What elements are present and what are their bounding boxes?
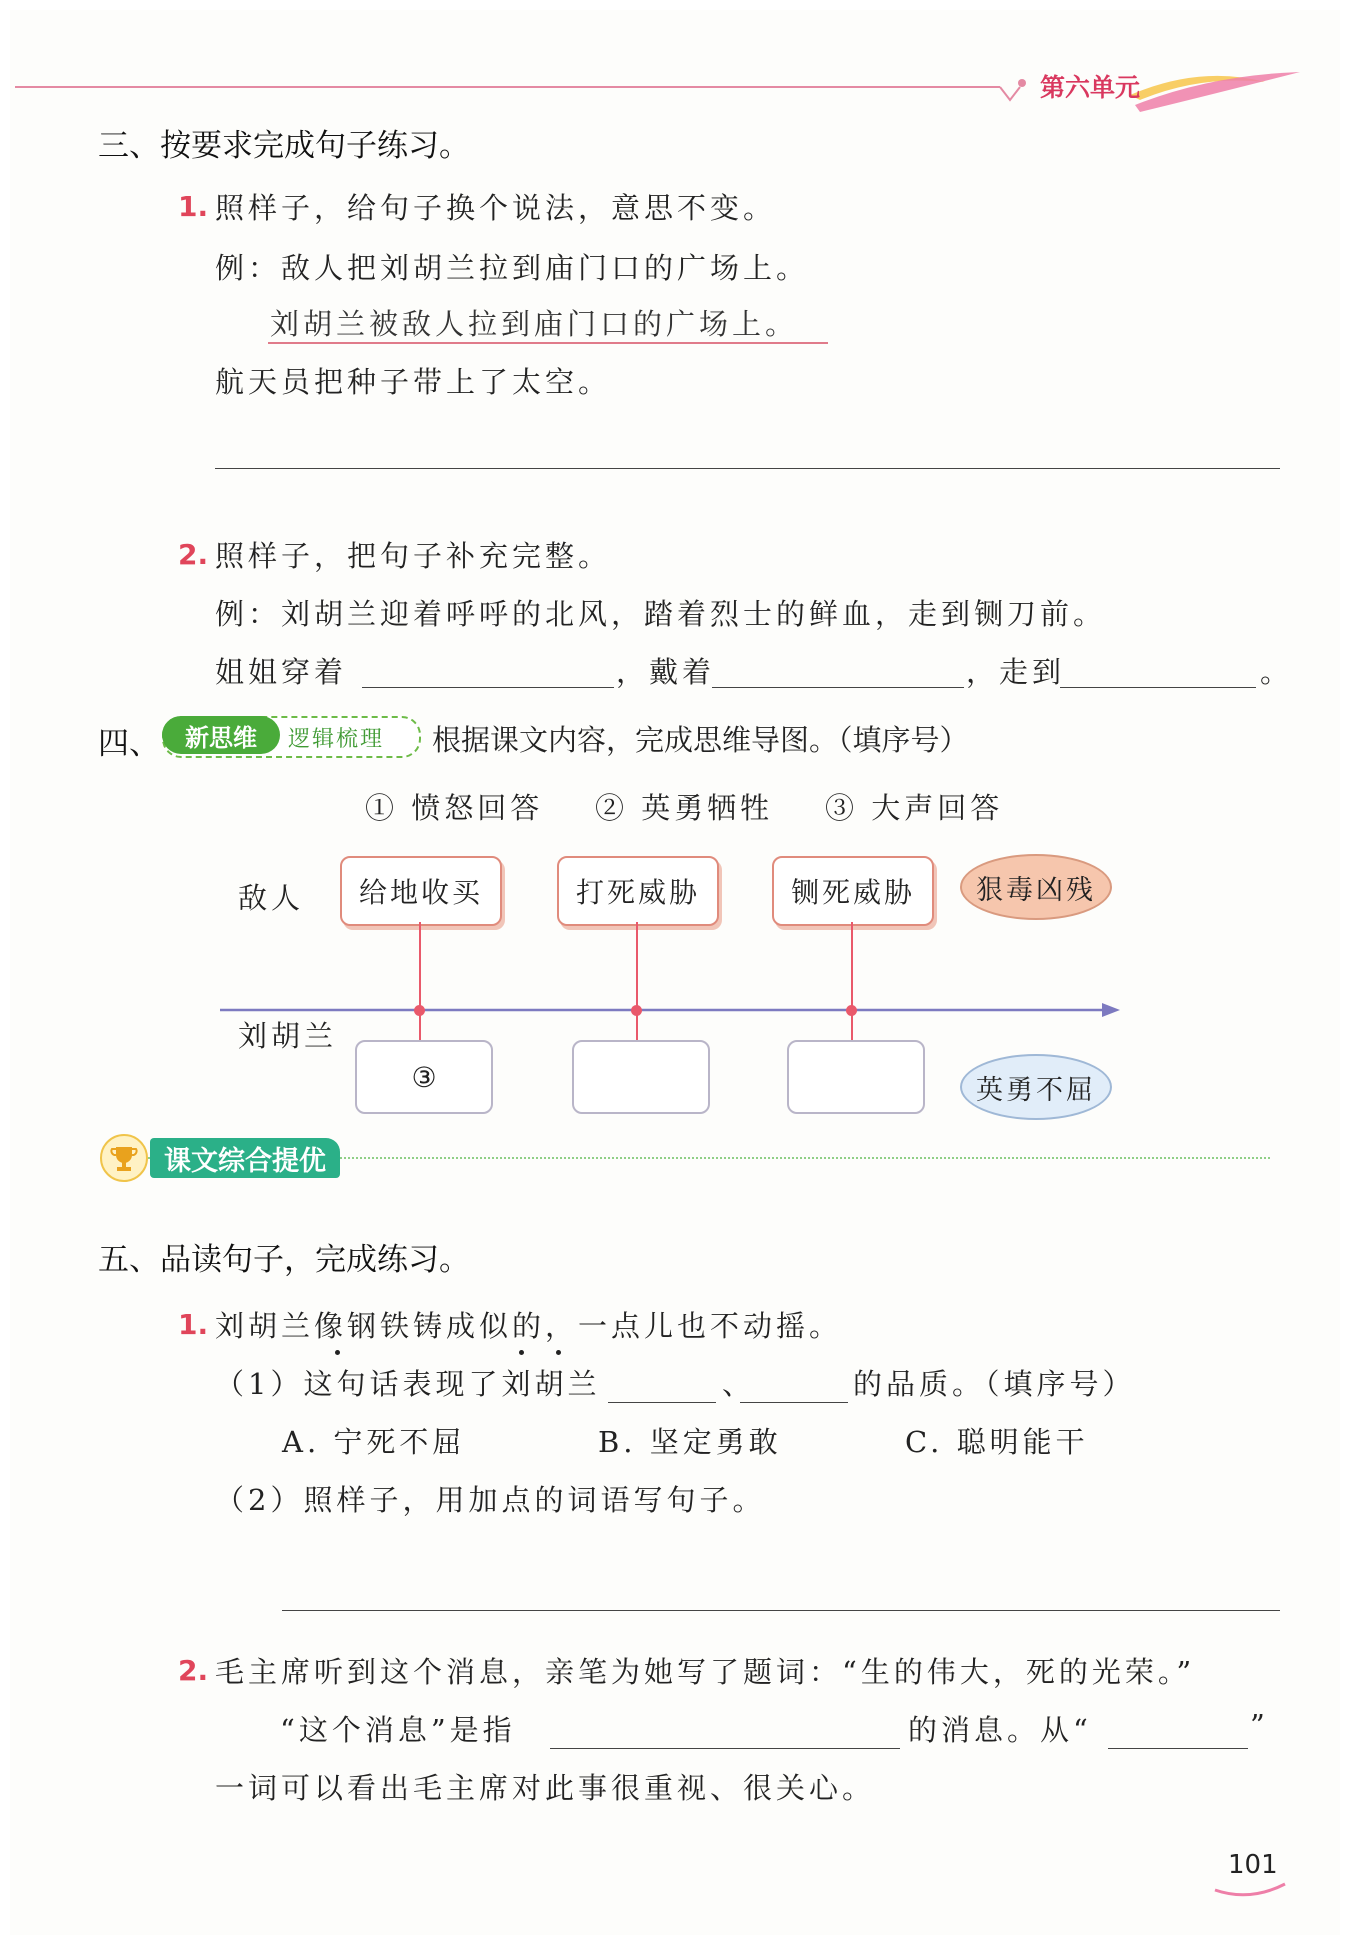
section4-title: 根据课文内容，完成思维导图。（填序号） — [432, 723, 969, 757]
s5-q2-line2-c: ” — [1250, 1708, 1269, 1742]
timeline-dot-3 — [846, 1005, 857, 1016]
q2-example: 例：刘胡兰迎着呼呼的北风，踏着烈士的鲜血，走到铡刀前。 — [215, 597, 1107, 631]
banner-label: 课文综合提优 — [150, 1138, 340, 1178]
choice-c: C. 聪明能干 — [905, 1425, 1089, 1459]
s5-q2-sentence: 毛主席听到这个消息，亲笔为她写了题词：“生的伟大，死的光荣。” — [215, 1655, 1196, 1689]
q2-blank-1[interactable] — [362, 687, 614, 688]
choice-a: A. 宁死不屈 — [282, 1425, 466, 1459]
q1-example: 例：敌人把刘胡兰拉到庙门口的广场上。 — [215, 251, 810, 285]
s5-q1-sub1-a: （1）这句话表现了刘胡兰 — [215, 1367, 601, 1401]
trophy-icon — [100, 1134, 148, 1182]
enemy-box-3: 铡死威胁 — [772, 856, 934, 926]
q2-part2: ，戴着 — [616, 655, 716, 689]
timeline-dot-1 — [414, 1005, 425, 1016]
s5-q1-sentence: 刘胡兰像钢铁铸成似的，一点儿也不动摇。 — [215, 1309, 843, 1343]
q1-prompt: 照样子，给句子换个说法，意思不变。 — [215, 191, 777, 225]
s5-q1-sub2: （2）照样子，用加点的词语写句子。 — [215, 1483, 766, 1517]
page-number-swoosh — [1210, 1880, 1290, 1900]
s5-q2-line2-a: “这个消息”是指 — [280, 1713, 516, 1747]
enemy-trait: 狠毒凶残 — [960, 854, 1112, 920]
s5-q1-sub2-answer-line[interactable] — [282, 1610, 1280, 1611]
timeline-dot-2 — [631, 1005, 642, 1016]
s5-q1-sub1-b: 的品质。（填序号） — [853, 1367, 1136, 1401]
s5-q2-blank-1[interactable] — [550, 1748, 900, 1749]
enemy-label: 敌人 — [238, 881, 305, 915]
page-number: 101 — [1228, 1850, 1278, 1880]
s5-q1-blank-2[interactable] — [740, 1402, 848, 1403]
badge-logic: 逻辑梳理 — [288, 727, 385, 752]
q1-number: 1. — [178, 190, 209, 223]
s5-q1-sep: 、 — [722, 1367, 756, 1401]
enemy-box-1: 给地收买 — [340, 856, 502, 926]
emphasis-dot — [335, 1350, 340, 1355]
option-1: ① 愤怒回答 — [365, 791, 544, 825]
hero-answer-box-2[interactable] — [572, 1040, 710, 1114]
unit-label: 第六单元 — [1040, 73, 1141, 102]
q2-part3: ，走到 — [966, 655, 1066, 689]
choice-b: B. 坚定勇敢 — [598, 1425, 782, 1459]
s5-q1-blank-1[interactable] — [608, 1402, 716, 1403]
s5-q2-blank-2[interactable] — [1108, 1748, 1248, 1749]
hero-answer-box-3[interactable] — [787, 1040, 925, 1114]
connector-3 — [851, 922, 853, 1040]
connector-1 — [419, 922, 421, 1040]
hero-trait: 英勇不屈 — [960, 1054, 1112, 1120]
s5-q2-line3: 一词可以看出毛主席对此事很重视、很关心。 — [215, 1771, 876, 1805]
q1-example-answer: 刘胡兰被敌人拉到庙门口的广场上。 — [270, 307, 799, 341]
section4-number: 四、 — [98, 726, 160, 762]
q2-part1: 姐姐穿着 — [215, 655, 348, 689]
q2-blank-3[interactable] — [1060, 687, 1256, 688]
s5-q1-number: 1. — [178, 1308, 209, 1341]
connector-2 — [636, 922, 638, 1040]
badge-new-thinking: 新思维 — [162, 716, 280, 754]
q1-sentence: 航天员把种子带上了太空。 — [215, 365, 612, 399]
q2-prompt: 照样子，把句子补充完整。 — [215, 539, 612, 573]
example-answer-underline — [268, 342, 828, 344]
timeline-axis — [220, 1000, 1140, 1030]
workbook-page — [10, 10, 1340, 1935]
enemy-box-2: 打死威胁 — [557, 856, 719, 926]
section3-title: 三、按要求完成句子练习。 — [98, 128, 470, 164]
q2-number: 2. — [178, 538, 209, 571]
emphasis-dot — [519, 1350, 524, 1355]
option-3: ③ 大声回答 — [825, 791, 1004, 825]
section5-title: 五、品读句子，完成练习。 — [98, 1242, 470, 1278]
q2-end: 。 — [1260, 655, 1294, 689]
option-2: ② 英勇牺牲 — [595, 791, 774, 825]
s5-q2-line2-b: 的消息。从“ — [908, 1713, 1092, 1747]
q1-answer-line[interactable] — [215, 468, 1280, 469]
emphasis-dot — [556, 1350, 561, 1355]
hero-label: 刘胡兰 — [238, 1019, 338, 1053]
s5-q2-number: 2. — [178, 1654, 209, 1687]
hero-answer-box-1[interactable]: ③ — [355, 1040, 493, 1114]
q2-blank-2[interactable] — [712, 687, 964, 688]
